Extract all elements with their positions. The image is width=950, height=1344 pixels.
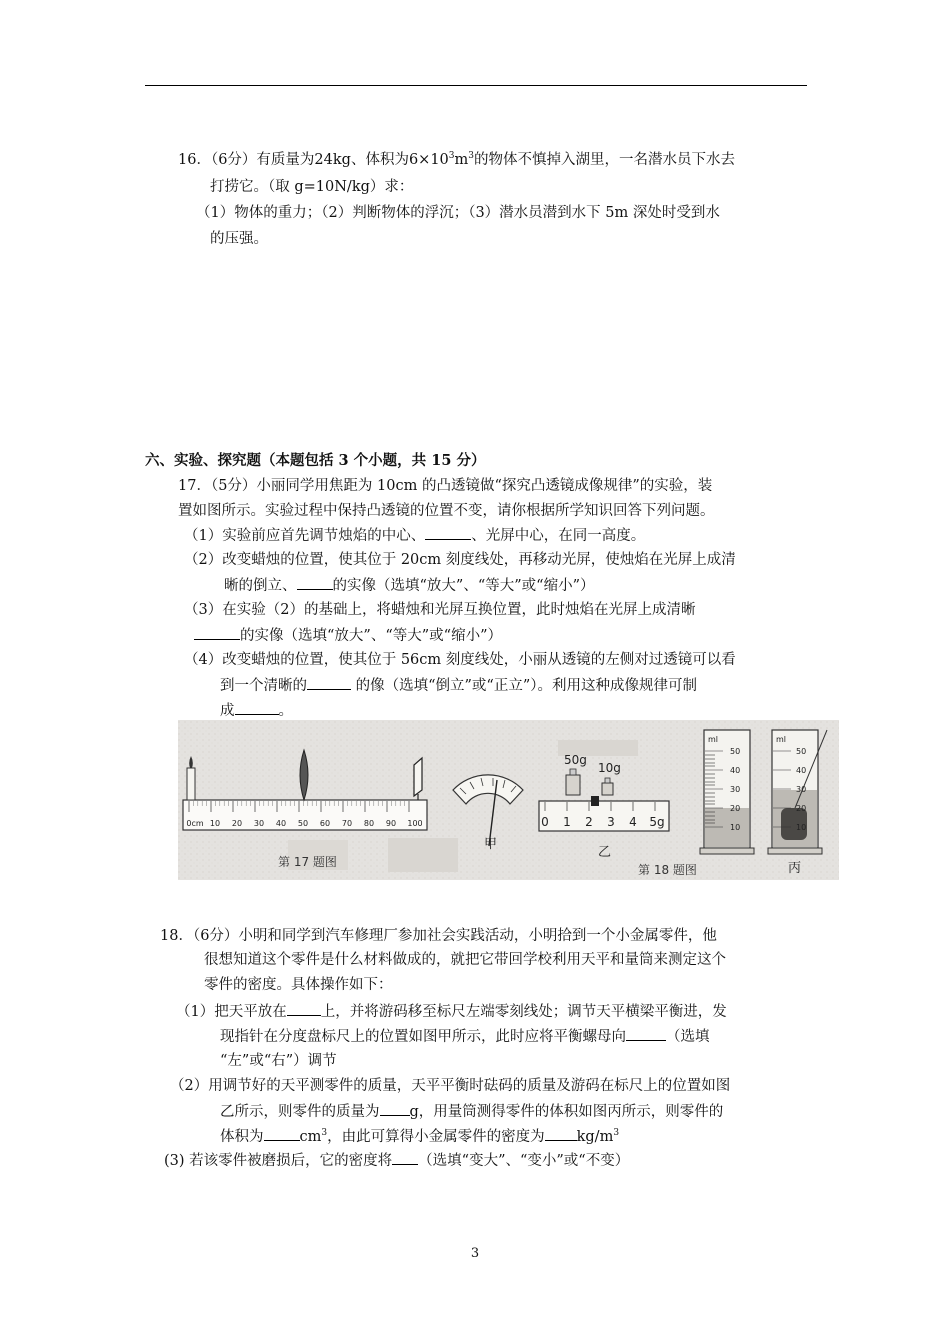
- q18-line1: 18．（6分）小明和同学到汽车修理厂参加社会实践活动，小明拾到一个小金属零件，他: [160, 928, 717, 944]
- svg-text:ml: ml: [776, 735, 787, 744]
- answer-blank[interactable]: [425, 525, 471, 540]
- answer-blank[interactable]: [235, 700, 279, 715]
- q16-line2: 打捞它。（取 g=10N/kg）求：: [210, 179, 414, 195]
- svg-text:ml: ml: [708, 735, 719, 744]
- svg-text:2: 2: [585, 815, 593, 829]
- q18-part1a: （1）把天平放在 上，并将游码移至标尺左端零刻线处；调节天平横梁平衡进，发: [176, 1001, 727, 1022]
- svg-text:80: 80: [363, 819, 375, 828]
- svg-text:10: 10: [209, 819, 221, 828]
- q16-line1: 16．（6分）有质量为24kg、体积为$6\times 10^3m^3$的物体不慎掉入湖里，一名潜水员下水去: [178, 151, 735, 168]
- svg-text:100: 100: [407, 819, 423, 828]
- experiment-figure: [178, 720, 839, 880]
- rider: [591, 796, 599, 806]
- svg-text:20: 20: [730, 804, 741, 813]
- svg-text:4: 4: [629, 815, 637, 829]
- q16-line4: 的压强。: [210, 231, 268, 247]
- q17-part3b: 的实像（选填“放大”、“等大”或“缩小”）: [194, 625, 502, 646]
- q18-part2a: （2）用调节好的天平测零件的质量，天平平衡时砝码的质量及游码在标尺上的位置如图: [170, 1078, 731, 1094]
- svg-text:70: 70: [341, 819, 353, 828]
- q17-part4c: 成 。: [220, 700, 293, 721]
- svg-text:0: 0: [541, 815, 549, 829]
- svg-text:20: 20: [231, 819, 243, 828]
- answer-blank[interactable]: [626, 1026, 666, 1041]
- q17-part4b: 到一个清晰的 的像（选填“倒立”或“正立”）。利用这种成像规律可制: [220, 675, 697, 696]
- svg-text:10g: 10g: [598, 761, 621, 775]
- q18-part3: (3) 若该零件被磨损后，它的密度将 （选填“变大”、“变小”或“不变）: [164, 1150, 629, 1171]
- q17-part1: （1）实验前应首先调节烛焰的中心、 、光屏中心，在同一高度。: [184, 525, 645, 546]
- section-heading: 六、实验、探究题（本题包括 3 个小题，共 15 分）: [145, 452, 486, 469]
- svg-text:40: 40: [730, 766, 741, 775]
- svg-text:50: 50: [796, 747, 807, 756]
- svg-text:30: 30: [796, 785, 807, 794]
- answer-blank[interactable]: [297, 575, 333, 590]
- q18-part1c: “左”或“右”）调节: [220, 1053, 337, 1069]
- svg-text:20: 20: [796, 804, 807, 813]
- svg-text:40: 40: [796, 766, 807, 775]
- svg-text:0cm: 0cm: [186, 819, 204, 828]
- answer-blank[interactable]: [264, 1126, 300, 1141]
- svg-text:5g: 5g: [649, 815, 665, 829]
- q17-line1: 17．（5分）小丽同学用焦距为 10cm 的凸透镜做“探究凸透镜成像规律”的实验，装: [178, 478, 713, 494]
- svg-text:50g: 50g: [564, 753, 587, 767]
- fig18-caption: 第 18 题图: [638, 863, 697, 877]
- q18-part2c: 体积为 $cm^3$，由此可算得小金属零件的密度为 $kg/m^3$: [220, 1126, 619, 1147]
- svg-text:10: 10: [796, 823, 807, 832]
- svg-text:3: 3: [607, 815, 615, 829]
- q17-line2: 置如图所示。实验过程中保持凸透镜的位置不变，请你根据所学知识回答下列问题。: [178, 503, 715, 519]
- page-number: 3: [470, 1246, 480, 1261]
- label-jia: 甲: [484, 837, 498, 852]
- header-rule: [145, 85, 807, 86]
- q18-line3: 零件的密度。具体操作如下：: [204, 977, 393, 993]
- q18-part1b: 现指针在分度盘标尺上的位置如图甲所示，此时应将平衡螺母向 （选填: [220, 1026, 710, 1047]
- answer-blank[interactable]: [380, 1101, 410, 1116]
- answer-blank[interactable]: [287, 1001, 321, 1016]
- svg-text:50: 50: [297, 819, 309, 828]
- answer-blank[interactable]: [307, 675, 351, 690]
- answer-blank[interactable]: [392, 1150, 418, 1165]
- q17-part4a: （4）改变蜡烛的位置，使其位于 56cm 刻度线处，小丽从透镜的左侧对过透镜可以看: [184, 652, 736, 668]
- svg-text:40: 40: [275, 819, 287, 828]
- q17-part2a: （2）改变蜡烛的位置，使其位于 20cm 刻度线处，再移动光屏，使烛焰在光屏上成清: [184, 552, 736, 568]
- svg-text:1: 1: [563, 815, 571, 829]
- q16-line3: （1）物体的重力；（2）判断物体的浮沉；（3）潜水员潜到水下 5m 深处时受到水: [196, 205, 720, 221]
- label-bing: 丙: [788, 861, 802, 876]
- svg-text:50: 50: [730, 747, 741, 756]
- answer-blank[interactable]: [194, 625, 240, 640]
- q17-part2b: 晰的倒立、 的实像（选填“放大”、“等大”或“缩小”）: [224, 575, 594, 596]
- q18-part2b: 乙所示，则零件的质量为 g，用量筒测得零件的体积如图丙所示，则零件的: [220, 1101, 723, 1122]
- experiment-figure-drawing: [178, 720, 839, 880]
- svg-text:30: 30: [253, 819, 265, 828]
- q17-part3a: （3）在实验（2）的基础上，将蜡烛和光屏互换位置，此时烛焰在光屏上成清晰: [184, 602, 696, 618]
- svg-text:30: 30: [730, 785, 741, 794]
- svg-text:90: 90: [385, 819, 397, 828]
- q18-line2: 很想知道这个零件是什么材料做成的，就把它带回学校利用天平和量筒来测定这个: [204, 952, 726, 968]
- svg-text:60: 60: [319, 819, 331, 828]
- answer-blank[interactable]: [545, 1126, 577, 1141]
- label-yi: 乙: [598, 845, 612, 860]
- svg-text:10: 10: [730, 823, 741, 832]
- fig17-caption: 第 17 题图: [278, 855, 337, 869]
